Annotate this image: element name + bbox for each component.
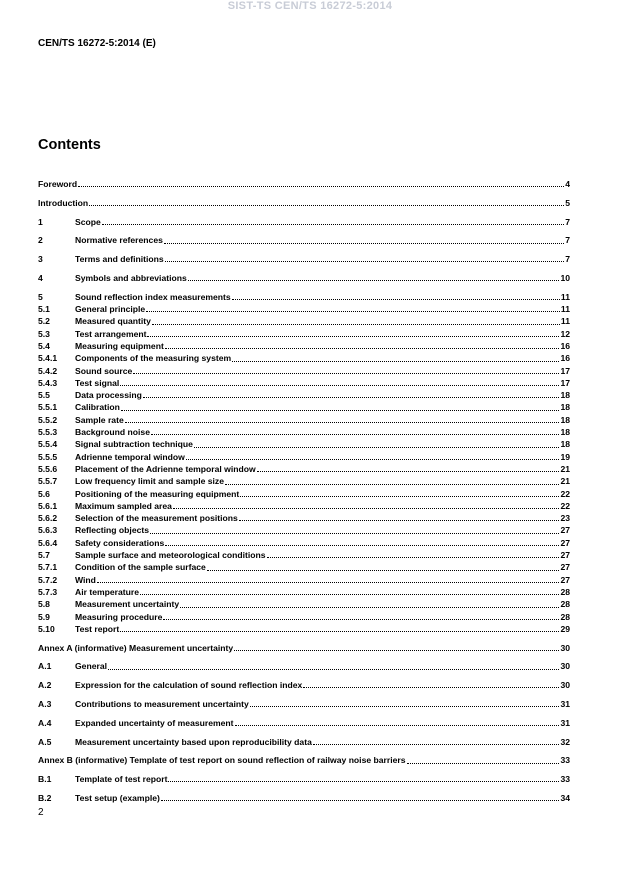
toc-entry-number: 5.5.5 — [38, 451, 58, 462]
toc-entry-title: Low frequency limit and sample size — [75, 476, 224, 487]
toc-entry-title: Adrienne temporal window — [75, 451, 185, 462]
toc-entry-number: 5.6.3 — [38, 525, 58, 536]
toc-entry[interactable] — [38, 352, 570, 364]
toc-entry[interactable] — [38, 642, 570, 654]
toc-entry-page: 18 — [560, 427, 570, 438]
toc-entry-title: Annex A (informative) Measurement uncertainty — [38, 642, 234, 653]
toc-entry[interactable] — [38, 303, 570, 315]
toc-dot-leader — [250, 706, 560, 707]
toc-entry-page: 33 — [560, 755, 570, 766]
toc-entry-number: 5.6.2 — [38, 513, 58, 524]
toc-entry-page: 7 — [565, 235, 570, 246]
toc-entry[interactable] — [38, 438, 570, 450]
toc-entry-title: Background noise — [75, 427, 150, 438]
toc-entry-title: Test signal — [75, 377, 120, 388]
toc-entry-page: 30 — [560, 661, 570, 672]
toc-dot-leader — [89, 205, 564, 206]
toc-entry[interactable] — [38, 792, 570, 804]
document-id: CEN/TS 16272-5:2014 (E) — [38, 38, 156, 49]
toc-entry[interactable] — [38, 623, 570, 635]
toc-entry-page: 18 — [560, 402, 570, 413]
toc-entry[interactable] — [38, 463, 570, 475]
toc-entry-number: 5.5.1 — [38, 402, 58, 413]
toc-entry-number: A.2 — [38, 680, 52, 691]
toc-dot-leader — [133, 373, 559, 374]
toc-dot-leader — [151, 434, 559, 435]
toc-entry-page: 4 — [565, 179, 570, 189]
toc-entry[interactable] — [38, 340, 570, 352]
toc-entry-title: General — [75, 661, 108, 672]
toc-entry[interactable] — [38, 272, 570, 284]
toc-dot-leader — [225, 484, 559, 485]
toc-entry-title: Measurement uncertainty based upon reproducibility data — [75, 736, 312, 747]
toc-entry-number: A.5 — [38, 736, 52, 747]
toc-dot-leader — [121, 410, 560, 411]
toc-entry-number: 5.5 — [38, 390, 50, 401]
toc-entry-page: 29 — [560, 623, 570, 634]
toc-entry-number: 5.10 — [38, 623, 55, 634]
toc-dot-leader — [152, 324, 560, 325]
toc-entry-page: 27 — [560, 537, 570, 548]
toc-entry-number: 5.5.3 — [38, 427, 58, 438]
table-of-contents — [38, 178, 570, 804]
toc-dot-leader — [180, 607, 559, 608]
toc-entry-number: A.4 — [38, 717, 52, 728]
toc-entry-number: 3 — [38, 254, 43, 265]
toc-entry-number: 5.1 — [38, 304, 50, 315]
toc-entry-title: Normative references — [75, 235, 163, 246]
toc-entry[interactable] — [38, 574, 570, 586]
toc-dot-leader — [163, 619, 559, 620]
toc-dot-leader — [232, 299, 560, 300]
toc-entry[interactable] — [38, 561, 570, 573]
toc-entry-number: 5.4.3 — [38, 377, 58, 388]
toc-dot-leader — [125, 422, 560, 423]
toc-dot-leader — [165, 348, 560, 349]
toc-entry-page: 22 — [560, 500, 570, 511]
toc-dot-leader — [188, 280, 560, 281]
toc-entry-title: Expression for the calculation of sound reflection index — [75, 680, 303, 691]
toc-entry-title: Data processing — [75, 390, 142, 401]
toc-dot-leader — [257, 471, 560, 472]
toc-entry-title: Test report — [75, 623, 120, 634]
toc-entry-number: 5.4.2 — [38, 365, 58, 376]
toc-entry-title: Test setup (example) — [75, 792, 160, 803]
toc-entry-page: 23 — [560, 513, 570, 524]
toc-dot-leader — [146, 311, 560, 312]
toc-dot-leader — [78, 186, 564, 187]
toc-entry[interactable] — [38, 377, 570, 389]
toc-entry-page: 28 — [560, 586, 570, 597]
toc-dot-leader — [120, 631, 559, 632]
toc-entry-title: Measured quantity — [75, 316, 151, 327]
toc-entry-title: Components of the measuring system — [75, 353, 232, 364]
toc-entry[interactable] — [38, 660, 570, 672]
toc-entry-page: 27 — [560, 574, 570, 585]
toc-entry-number: 5.7.1 — [38, 562, 58, 573]
toc-entry-number: 5 — [38, 291, 43, 302]
toc-entry[interactable] — [38, 488, 570, 500]
toc-dot-leader — [194, 447, 560, 448]
toc-entry-page: 11 — [560, 291, 570, 302]
toc-dot-leader — [150, 533, 559, 534]
toc-entry-title: Measuring equipment — [75, 340, 164, 351]
toc-entry-page: 30 — [560, 642, 570, 653]
toc-entry-title: Maximum sampled area — [75, 500, 172, 511]
toc-entry-number: 5.5.4 — [38, 439, 58, 450]
toc-entry-title: General principle — [75, 304, 146, 315]
toc-entry-number: 5.4.1 — [38, 353, 58, 364]
toc-entry[interactable] — [38, 754, 570, 766]
toc-entry-page: 28 — [560, 599, 570, 610]
toc-entry-title: Foreword — [38, 179, 78, 189]
toc-entry-title: Calibration — [75, 402, 120, 413]
toc-entry[interactable] — [38, 586, 570, 598]
toc-dot-leader — [108, 669, 559, 670]
toc-dot-leader — [143, 397, 560, 398]
toc-entry-number: 5.6 — [38, 488, 50, 499]
toc-entry-page: 11 — [560, 304, 570, 315]
toc-entry[interactable] — [38, 315, 570, 327]
toc-dot-leader — [168, 781, 559, 782]
toc-entry-title: Template of test report — [75, 774, 168, 785]
toc-entry[interactable] — [38, 611, 570, 623]
toc-entry-page: 31 — [560, 698, 570, 709]
toc-entry[interactable] — [38, 234, 570, 246]
toc-entry-page: 7 — [565, 216, 570, 227]
toc-entry[interactable] — [38, 365, 570, 377]
toc-entry[interactable] — [38, 197, 570, 209]
toc-entry-page: 28 — [560, 611, 570, 622]
toc-entry-number: 5.4 — [38, 340, 50, 351]
toc-entry-title: Contributions to measurement uncertainty — [75, 698, 249, 709]
toc-entry-title: Sample rate — [75, 414, 124, 425]
toc-entry[interactable] — [38, 451, 570, 463]
toc-dot-leader — [97, 582, 560, 583]
toc-entry-page: 17 — [560, 377, 570, 388]
toc-entry-page: 31 — [560, 717, 570, 728]
toc-dot-leader — [313, 744, 560, 745]
toc-entry-page: 21 — [560, 476, 570, 487]
watermark: SIST-TS CEN/TS 16272-5:2014 — [227, 0, 393, 12]
toc-dot-leader — [102, 224, 564, 225]
toc-entry[interactable] — [38, 475, 570, 487]
toc-entry[interactable] — [38, 500, 570, 512]
toc-entry[interactable] — [38, 698, 570, 710]
toc-dot-leader — [234, 650, 559, 651]
toc-entry-number: B.1 — [38, 774, 52, 785]
toc-entry[interactable] — [38, 512, 570, 524]
toc-entry-title: Sound source — [75, 365, 133, 376]
toc-entry[interactable] — [38, 216, 570, 228]
toc-entry-number: 4 — [38, 272, 43, 283]
toc-entry-number: 5.3 — [38, 328, 50, 339]
toc-dot-leader — [147, 336, 559, 337]
toc-entry-number: 5.5.2 — [38, 414, 58, 425]
toc-entry[interactable] — [38, 717, 570, 729]
toc-entry-page: 11 — [560, 316, 570, 327]
toc-entry-page: 27 — [560, 550, 570, 561]
toc-dot-leader — [173, 508, 559, 509]
toc-entry-title: Measurement uncertainty — [75, 599, 180, 610]
toc-entry-page: 27 — [560, 562, 570, 573]
toc-dot-leader — [186, 459, 560, 460]
toc-entry[interactable] — [38, 549, 570, 561]
toc-entry-number: B.2 — [38, 792, 52, 803]
toc-entry-number: 5.6.4 — [38, 537, 58, 548]
toc-entry[interactable] — [38, 328, 570, 340]
toc-entry-title: Expanded uncertainty of measurement — [75, 717, 234, 728]
toc-entry-title: Symbols and abbreviations — [75, 272, 187, 283]
toc-entry-page: 16 — [560, 353, 570, 364]
toc-entry[interactable] — [38, 253, 570, 265]
toc-entry-page: 27 — [560, 525, 570, 536]
toc-entry[interactable] — [38, 178, 570, 190]
toc-entry[interactable] — [38, 773, 570, 785]
toc-entry-title: Air temperature — [75, 586, 139, 597]
toc-entry-title: Wind — [75, 574, 96, 585]
toc-dot-leader — [303, 687, 559, 688]
toc-entry[interactable] — [38, 598, 570, 610]
toc-entry-page: 10 — [560, 272, 570, 283]
toc-entry-number: 5.5.7 — [38, 476, 58, 487]
toc-dot-leader — [161, 800, 560, 801]
toc-entry-number: 5.7.3 — [38, 586, 58, 597]
toc-entry-title: Test arrangement — [75, 328, 147, 339]
toc-entry-page: 16 — [560, 340, 570, 351]
toc-entry[interactable] — [38, 537, 570, 549]
toc-entry[interactable] — [38, 389, 570, 401]
toc-dot-leader — [232, 361, 559, 362]
toc-entry-page: 33 — [560, 774, 570, 785]
toc-entry-page: 22 — [560, 488, 570, 499]
toc-entry-title: Signal subtraction technique — [75, 439, 193, 450]
toc-entry[interactable] — [38, 524, 570, 536]
toc-dot-leader — [407, 763, 560, 764]
toc-entry-title: Sound reflection index measurements — [75, 291, 231, 302]
toc-entry-title: Condition of the sample surface — [75, 562, 206, 573]
toc-entry-page: 12 — [560, 328, 570, 339]
toc-entry[interactable] — [38, 291, 570, 303]
toc-dot-leader — [165, 545, 559, 546]
toc-dot-leader — [235, 725, 560, 726]
toc-entry-number: 5.7 — [38, 550, 50, 561]
toc-entry-page: 18 — [560, 390, 570, 401]
page-number: 2 — [38, 807, 44, 818]
toc-entry-page: 5 — [565, 197, 570, 208]
toc-entry-title: Selection of the measurement positions — [75, 513, 238, 524]
toc-dot-leader — [207, 570, 560, 571]
toc-entry[interactable] — [38, 414, 570, 426]
toc-entry-title: Measuring procedure — [75, 611, 163, 622]
toc-entry-title: Scope — [75, 216, 101, 227]
toc-entry-title: Positioning of the measuring equipment — [75, 488, 240, 499]
toc-entry-page: 18 — [560, 414, 570, 425]
toc-entry-page: 30 — [560, 680, 570, 691]
toc-entry-title: Terms and definitions — [75, 254, 164, 265]
contents-heading: Contents — [38, 137, 101, 153]
toc-entry-number: A.1 — [38, 661, 52, 672]
toc-dot-leader — [267, 557, 560, 558]
toc-entry-page: 21 — [560, 463, 570, 474]
toc-entry-number: 5.5.6 — [38, 463, 58, 474]
toc-entry-number: 5.9 — [38, 611, 50, 622]
toc-entry-page: 17 — [560, 365, 570, 376]
toc-entry-page: 34 — [560, 792, 570, 803]
toc-entry-title: Introduction — [38, 197, 89, 208]
toc-entry-title: Reflecting objects — [75, 525, 150, 536]
toc-entry-title: Placement of the Adrienne temporal window — [75, 463, 256, 474]
toc-entry-number: 5.7.2 — [38, 574, 58, 585]
toc-entry-page: 18 — [560, 439, 570, 450]
toc-entry-number: 1 — [38, 216, 43, 227]
toc-entry-number: 5.8 — [38, 599, 50, 610]
toc-entry-page: 19 — [560, 451, 570, 462]
toc-entry-number: A.3 — [38, 698, 52, 709]
toc-dot-leader — [164, 243, 564, 244]
toc-entry[interactable] — [38, 736, 570, 748]
toc-entry-title: Annex B (informative) Template of test report on sound reflection of railway noise barriers — [38, 755, 406, 766]
toc-entry-number: 2 — [38, 235, 43, 246]
toc-dot-leader — [120, 385, 559, 386]
toc-entry[interactable] — [38, 679, 570, 691]
toc-entry-page: 7 — [565, 254, 570, 265]
toc-dot-leader — [239, 520, 560, 521]
toc-entry[interactable] — [38, 426, 570, 438]
toc-entry-page: 32 — [560, 736, 570, 747]
toc-entry[interactable] — [38, 401, 570, 413]
toc-dot-leader — [140, 594, 559, 595]
toc-entry-number: 5.6.1 — [38, 500, 58, 511]
toc-entry-title: Sample surface and meteorological conditions — [75, 550, 266, 561]
toc-entry-number: 5.2 — [38, 316, 50, 327]
toc-dot-leader — [165, 261, 565, 262]
toc-entry-title: Safety considerations — [75, 537, 165, 548]
toc-dot-leader — [240, 496, 559, 497]
